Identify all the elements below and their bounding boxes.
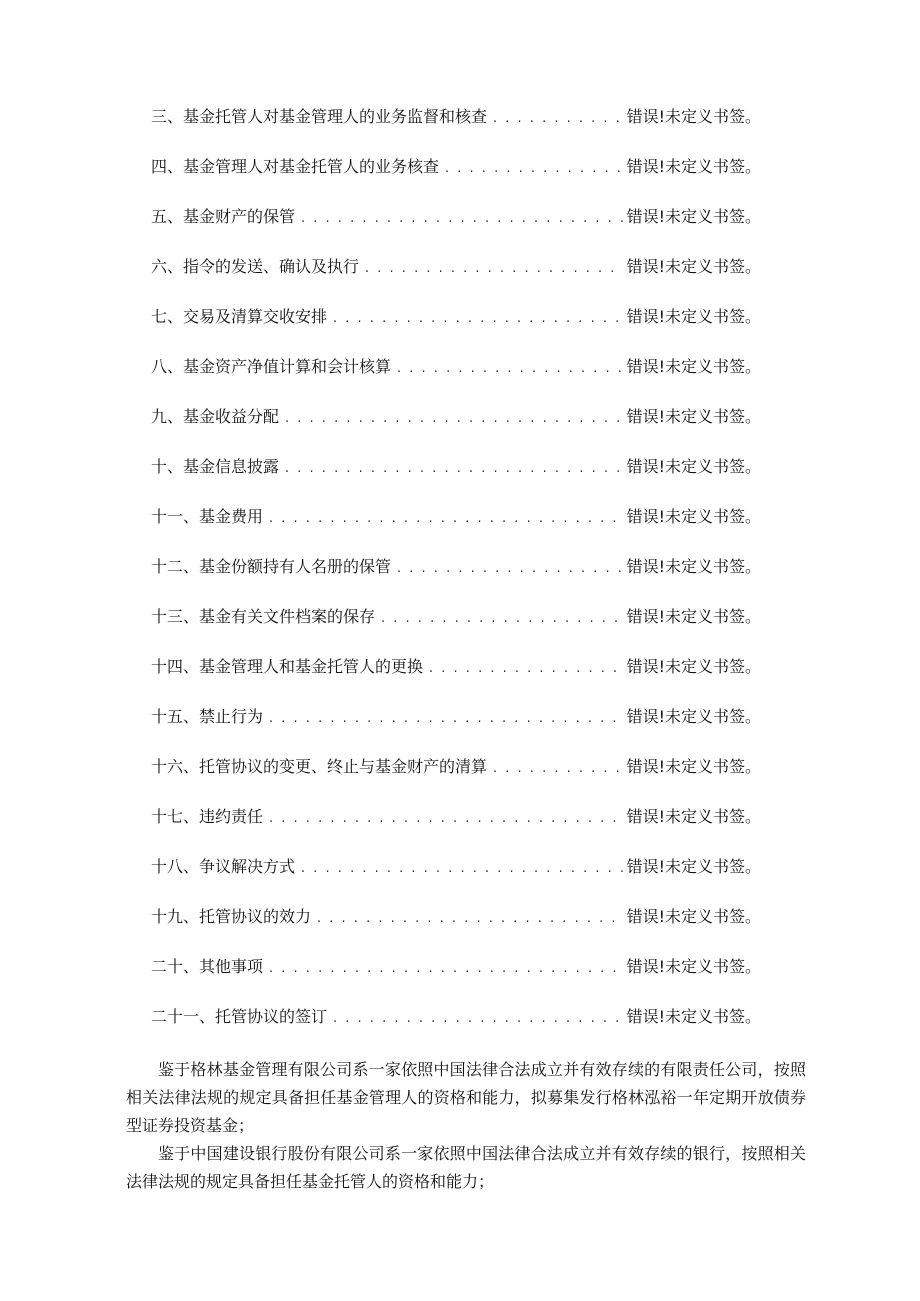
toc-dot-leader [365, 255, 623, 283]
toc-entry-page-ref: 错误!未定义书签。 [626, 607, 761, 626]
toc-entry-title: 十二、基金份额持有人名册的保管 [151, 557, 392, 576]
toc-entry-page-ref: 错误!未定义书签。 [626, 657, 761, 676]
toc-entry[interactable] [151, 253, 761, 303]
toc-entry-title: 七、交易及清算交收安排 [151, 307, 328, 326]
toc-entry[interactable] [151, 1003, 761, 1053]
toc-dot-leader [269, 955, 623, 983]
toc-dot-leader [333, 305, 623, 333]
toc-entry[interactable] [151, 453, 761, 503]
toc-entry-page-ref: 错误!未定义书签。 [626, 857, 761, 876]
toc-entry-page-ref: 错误!未定义书签。 [626, 357, 761, 376]
toc-entry-title: 十一、基金费用 [151, 507, 264, 526]
body-text [126, 1056, 806, 1196]
toc-entry[interactable] [151, 203, 761, 253]
toc-entry[interactable] [151, 653, 761, 703]
toc-entry[interactable] [151, 853, 761, 903]
toc-entry[interactable] [151, 353, 761, 403]
toc-entry-page-ref: 错误!未定义书签。 [626, 1007, 761, 1026]
toc-entry-title: 十五、禁止行为 [151, 707, 264, 726]
toc-dot-leader [317, 905, 623, 933]
toc-entry-page-ref: 错误!未定义书签。 [626, 507, 761, 526]
toc-dot-leader [285, 405, 623, 433]
toc-dot-leader [397, 355, 623, 383]
toc-entry-page-ref: 错误!未定义书签。 [626, 907, 761, 926]
toc-entry-title: 十、基金信息披露 [151, 457, 280, 476]
toc-entry-page-ref: 错误!未定义书签。 [626, 307, 761, 326]
toc-dot-leader [269, 805, 623, 833]
toc-entry-page-ref: 错误!未定义书签。 [626, 957, 761, 976]
toc-entry-page-ref: 错误!未定义书签。 [626, 407, 761, 426]
toc-entry-page-ref: 错误!未定义书签。 [626, 157, 761, 176]
toc-dot-leader [381, 605, 623, 633]
paragraph-manager: 鉴于格林基金管理有限公司系一家依照中国法律合法成立并有效存续的有限责任公司，按照相关法律法规的规定具备担任基金管理人的资格和能力，拟募集发行格林泓裕一年定期开放债券型证券投资基金； [126, 1060, 806, 1135]
toc-entry[interactable] [151, 553, 761, 603]
toc-entry-page-ref: 错误!未定义书签。 [626, 757, 761, 776]
toc-entry[interactable] [151, 153, 761, 203]
toc-dot-leader [429, 655, 623, 683]
toc-dot-leader [301, 855, 623, 883]
table-of-contents [151, 103, 761, 1053]
toc-entry-title: 十六、托管协议的变更、终止与基金财产的清算 [151, 757, 488, 776]
toc-entry[interactable] [151, 503, 761, 553]
toc-entry-title: 十七、违约责任 [151, 807, 264, 826]
toc-entry-title: 九、基金收益分配 [151, 407, 280, 426]
toc-entry-page-ref: 错误!未定义书签。 [626, 207, 761, 226]
toc-entry-title: 二十、其他事项 [151, 957, 264, 976]
toc-entry-title: 十三、基金有关文件档案的保存 [151, 607, 376, 626]
toc-entry-title: 二十一、托管协议的签订 [151, 1007, 328, 1026]
toc-dot-leader [269, 705, 623, 733]
toc-dot-leader [493, 105, 623, 133]
toc-entry[interactable] [151, 903, 761, 953]
toc-entry-title: 十八、争议解决方式 [151, 857, 296, 876]
toc-dot-leader [301, 205, 623, 233]
toc-dot-leader [445, 155, 623, 183]
toc-dot-leader [493, 755, 623, 783]
toc-entry-page-ref: 错误!未定义书签。 [626, 807, 761, 826]
toc-entry[interactable] [151, 803, 761, 853]
toc-entry-title: 十四、基金管理人和基金托管人的更换 [151, 657, 424, 676]
toc-entry-page-ref: 错误!未定义书签。 [626, 457, 761, 476]
toc-entry-page-ref: 错误!未定义书签。 [626, 557, 761, 576]
toc-entry-title: 十九、托管协议的效力 [151, 907, 312, 926]
toc-entry-page-ref: 错误!未定义书签。 [626, 707, 761, 726]
toc-entry[interactable] [151, 403, 761, 453]
toc-entry-title: 五、基金财产的保管 [151, 207, 296, 226]
toc-dot-leader [285, 455, 623, 483]
toc-dot-leader [269, 505, 623, 533]
toc-entry-title: 八、基金资产净值计算和会计核算 [151, 357, 392, 376]
toc-entry[interactable] [151, 703, 761, 753]
toc-entry[interactable] [151, 953, 761, 1003]
toc-entry-page-ref: 错误!未定义书签。 [626, 257, 761, 276]
toc-entry-title: 三、基金托管人对基金管理人的业务监督和核查 [151, 107, 488, 126]
toc-entry[interactable] [151, 103, 761, 153]
paragraph-custodian: 鉴于中国建设银行股份有限公司系一家依照中国法律合法成立并有效存续的银行，按照相关法律法规的规定具备担任基金托管人的资格和能力； [126, 1144, 806, 1191]
toc-entry-title: 四、基金管理人对基金托管人的业务核查 [151, 157, 440, 176]
toc-entry-page-ref: 错误!未定义书签。 [626, 107, 761, 126]
toc-entry[interactable] [151, 753, 761, 803]
toc-dot-leader [333, 1005, 623, 1033]
toc-dot-leader [397, 555, 623, 583]
toc-entry-title: 六、指令的发送、确认及执行 [151, 257, 360, 276]
toc-entry[interactable] [151, 303, 761, 353]
toc-entry[interactable] [151, 603, 761, 653]
